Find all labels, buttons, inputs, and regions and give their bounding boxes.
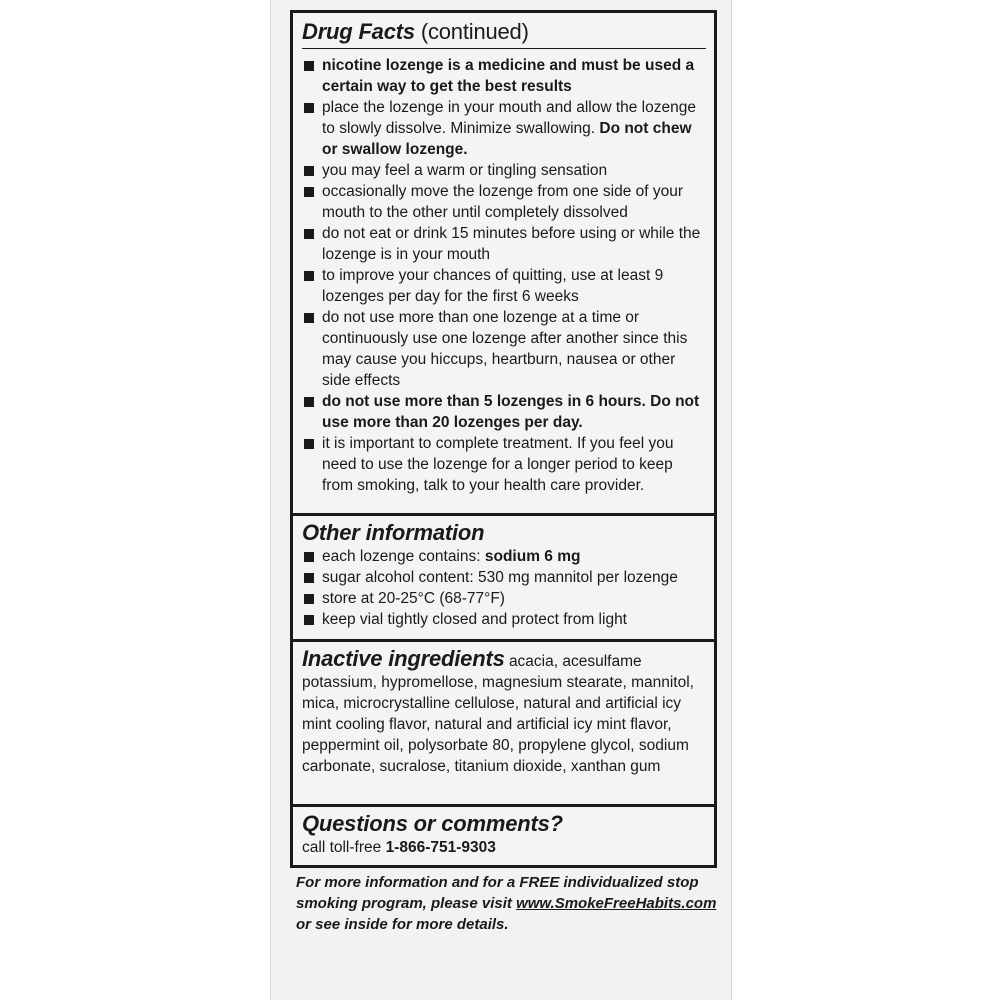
bullet-square-icon bbox=[304, 271, 314, 281]
bullet-text: Do not chew or swallow lozenge. bbox=[322, 120, 692, 158]
bullet-square-icon bbox=[304, 103, 314, 113]
bullet-square-icon bbox=[304, 313, 314, 323]
bullet-square-icon bbox=[304, 573, 314, 583]
drug-facts-heading bbox=[302, 19, 706, 45]
bullet-text: keep vial tightly closed and protect from light bbox=[322, 611, 627, 628]
bullet-item bbox=[302, 588, 706, 609]
bullet-square-icon bbox=[304, 552, 314, 562]
questions-heading: Questions or comments? bbox=[302, 811, 563, 836]
questions-section bbox=[293, 804, 714, 868]
drug-facts-section bbox=[293, 13, 714, 511]
bullet-item bbox=[302, 567, 706, 588]
bullet-item bbox=[302, 97, 706, 160]
inactive-ingredients-section bbox=[293, 639, 714, 804]
questions-body bbox=[302, 837, 706, 858]
other-information-list bbox=[302, 546, 706, 630]
bullet-item bbox=[302, 307, 706, 391]
footer-text-before: For more information and for a FREE individualized stop smoking program, please visit bbox=[296, 874, 699, 912]
bullet-square-icon bbox=[304, 615, 314, 625]
bullet-item bbox=[302, 181, 706, 223]
bullet-item bbox=[302, 223, 706, 265]
bullet-item bbox=[302, 609, 706, 630]
heading-rule bbox=[302, 48, 706, 49]
bullet-item bbox=[302, 391, 706, 433]
bullet-text: place the lozenge in your mouth and allow the lozenge to slowly dissolve. Minimize swallowing. bbox=[322, 99, 696, 137]
inactive-ingredients-heading: Inactive ingredients bbox=[302, 646, 505, 671]
drug-facts-title: Drug Facts bbox=[302, 19, 415, 44]
directions-list bbox=[302, 55, 706, 496]
bullet-text: do not use more than one lozenge at a time or continuously use one lozenge after another since this may cause you hiccups, heartburn, nausea or other side effects bbox=[322, 309, 688, 389]
bullet-square-icon bbox=[304, 594, 314, 604]
bullet-text: sugar alcohol content: 530 mg mannitol per lozenge bbox=[322, 569, 678, 586]
bullet-square-icon bbox=[304, 166, 314, 176]
bullet-square-icon bbox=[304, 187, 314, 197]
inactive-ingredients-list: acacia, acesulfame potassium, hypromellose, magnesium stearate, mannitol, mica, microcrystalline cellulose, natural and artificial icy mint cooling flavor, natural and artificial icy mint flavor, peppermint oil, polysorbate 80, propylene glycol, sodium carbonate, sucralose, titanium dioxide, xanthan gum bbox=[302, 653, 694, 775]
bullet-item bbox=[302, 160, 706, 181]
bullet-text: you may feel a warm or tingling sensation bbox=[322, 162, 608, 179]
other-information-heading: Other information bbox=[302, 520, 485, 545]
bullet-text: do not eat or drink 15 minutes before using or while the lozenge is in your mouth bbox=[322, 225, 701, 263]
bullet-item bbox=[302, 265, 706, 307]
bullet-square-icon bbox=[304, 439, 314, 449]
bullet-item bbox=[302, 433, 706, 496]
footer-note bbox=[296, 872, 726, 935]
bullet-square-icon bbox=[304, 229, 314, 239]
toll-free-label: call toll-free bbox=[302, 839, 386, 856]
bullet-text: do not use more than 5 lozenges in 6 hours. Do not use more than 20 lozenges per day. bbox=[322, 393, 700, 431]
inactive-ingredients-text bbox=[302, 648, 706, 777]
bullet-square-icon bbox=[304, 61, 314, 71]
bullet-text: nicotine lozenge is a medicine and must be used a certain way to get the best results bbox=[322, 57, 695, 95]
footer-text-after: or see inside for more details. bbox=[296, 916, 509, 933]
bullet-text: occasionally move the lozenge from one side of your mouth to the other until completely dissolved bbox=[322, 183, 684, 221]
bullet-square-icon bbox=[304, 397, 314, 407]
drug-facts-panel bbox=[290, 10, 717, 868]
website-link[interactable]: www.SmokeFreeHabits.com bbox=[516, 895, 717, 912]
bullet-text: to improve your chances of quitting, use at least 9 lozenges per day for the first 6 weeks bbox=[322, 267, 664, 305]
bullet-item bbox=[302, 55, 706, 97]
bullet-text: sodium 6 mg bbox=[484, 548, 581, 565]
bullet-text: it is important to complete treatment. If you feel you need to use the lozenge for a longer period to keep from smoking, talk to your health care provider. bbox=[322, 435, 674, 494]
phone-number: 1-866-751-9303 bbox=[385, 839, 496, 856]
bullet-text: each lozenge contains: bbox=[322, 548, 485, 565]
other-information-section bbox=[293, 513, 714, 638]
bullet-item bbox=[302, 546, 706, 567]
drug-facts-title-suffix: (continued) bbox=[420, 19, 529, 44]
bullet-text: store at 20-25°C (68-77°F) bbox=[322, 590, 505, 607]
